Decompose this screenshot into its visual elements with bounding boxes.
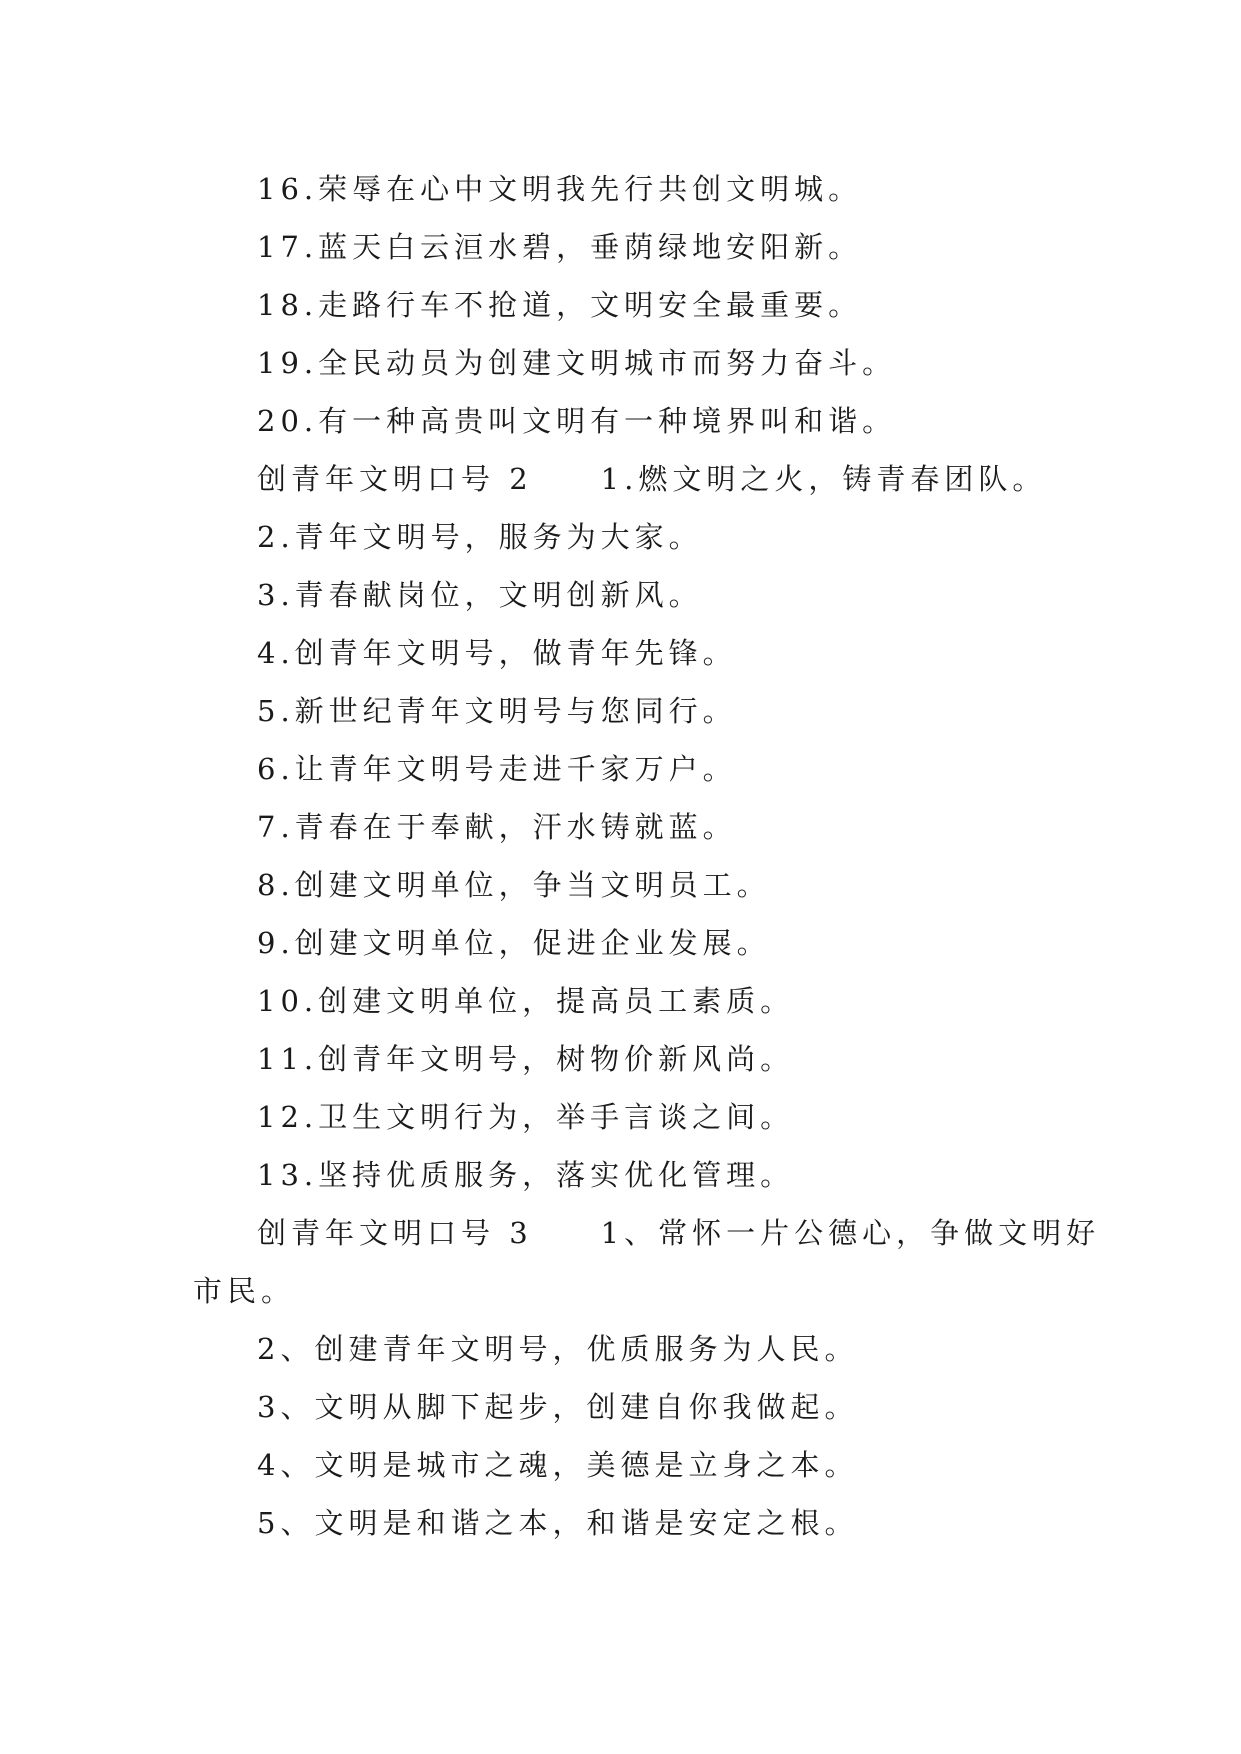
section-heading-line: 创青年文明口号 3 1、常怀一片公德心，争做文明好: [257, 1216, 1101, 1250]
slogan-line: 12.卫生文明行为，举手言谈之间。: [257, 1100, 795, 1134]
slogan-line: 19.全民动员为创建文明城市而努力奋斗。: [257, 346, 897, 380]
slogan-line: 17.蓝天白云洹水碧，垂荫绿地安阳新。: [257, 230, 863, 264]
slogan-line: 16.荣辱在心中文明我先行共创文明城。: [257, 172, 863, 206]
slogan-line: 11.创青年文明号，树物价新风尚。: [257, 1042, 795, 1076]
document-body: [193, 160, 1101, 1552]
slogan-line: 3、文明从脚下起步，创建自你我做起。: [257, 1390, 859, 1424]
slogan-line: 2、创建青年文明号，优质服务为人民。: [257, 1332, 859, 1366]
continuation-line: 市民。: [193, 1274, 296, 1308]
slogan-line: 18.走路行车不抢道，文明安全最重要。: [257, 288, 863, 322]
slogan-line: 9.创建文明单位，促进企业发展。: [257, 926, 771, 960]
slogan-line: 4.创青年文明号，做青年先锋。: [257, 636, 737, 670]
slogan-line: 2.青年文明号，服务为大家。: [257, 520, 703, 554]
slogan-line: 5、文明是和谐之本，和谐是安定之根。: [257, 1506, 859, 1540]
slogan-line: 8.创建文明单位，争当文明员工。: [257, 868, 771, 902]
slogan-line: 4、文明是城市之魂，美德是立身之本。: [257, 1448, 859, 1482]
slogan-line: 13.坚持优质服务，落实优化管理。: [257, 1158, 795, 1192]
slogan-line: 7.青春在于奉献，汗水铸就蓝。: [257, 810, 737, 844]
slogan-line: 20.有一种高贵叫文明有一种境界叫和谐。: [257, 404, 897, 438]
slogan-line: 10.创建文明单位，提高员工素质。: [257, 984, 795, 1018]
slogan-line: 5.新世纪青年文明号与您同行。: [257, 694, 737, 728]
section-heading-line: 创青年文明口号 2 1.燃文明之火，铸青春团队。: [257, 462, 1047, 496]
slogan-line: 3.青春献岗位，文明创新风。: [257, 578, 703, 612]
slogan-line: 6.让青年文明号走进千家万户。: [257, 752, 737, 786]
